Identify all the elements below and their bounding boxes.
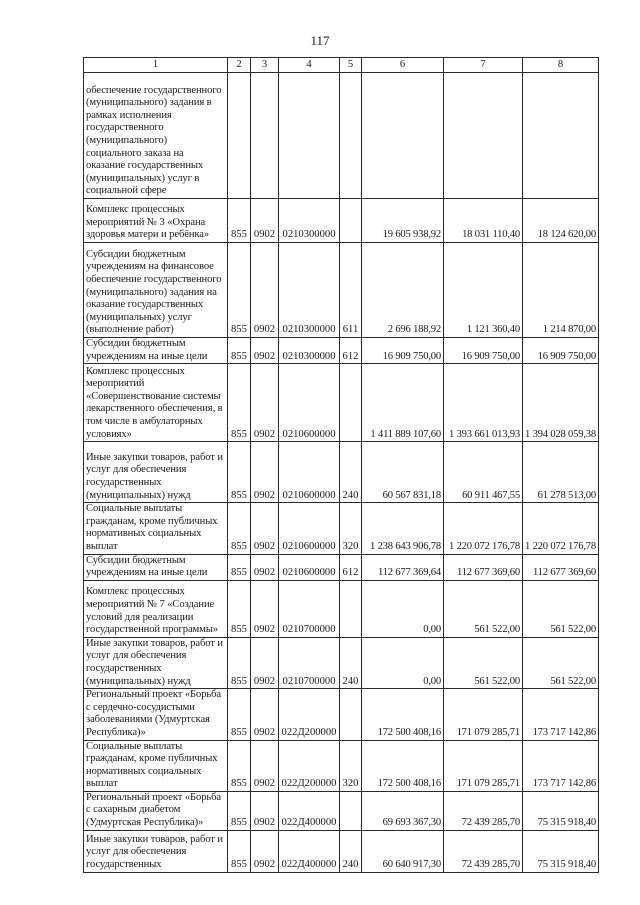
grbs-code: 855 [228, 338, 251, 364]
target-article-code: 0210300000 [279, 338, 340, 364]
expense-type-code [340, 73, 362, 199]
grbs-code: 855 [228, 442, 251, 503]
section-code: 0902 [251, 580, 279, 637]
row-description: Региональный проект «Борьба с сердечно-сосудистыми заболеваниями (Удмуртская Республика)» [84, 689, 228, 740]
amount-col7: 561 522,00 [444, 637, 523, 688]
amount-col8: 18 124 620,00 [523, 199, 599, 243]
target-article-code: 0210600000 [279, 503, 340, 554]
row-description: Субсидии бюджетным учреждениям на финансовое обеспечение государственного (муниципального) задания на оказание государственных (муниципальных) услуг (выполнение работ) [84, 243, 228, 338]
expense-type-code: 240 [340, 830, 362, 872]
grbs-code: 855 [228, 791, 251, 830]
grbs-code: 855 [228, 199, 251, 243]
table-header-row [84, 58, 599, 73]
amount-col8: 16 909 750,00 [523, 338, 599, 364]
column-header: 8 [523, 58, 599, 73]
row-description: Региональный проект «Борьба с сахарным диабетом (Удмуртская Республика)» [84, 791, 228, 830]
amount-col6: 60 640 917,30 [362, 830, 444, 872]
amount-col6: 19 605 938,92 [362, 199, 444, 243]
expense-type-code [340, 199, 362, 243]
budget-table [83, 57, 599, 873]
section-code: 0902 [251, 199, 279, 243]
column-header: 2 [228, 58, 251, 73]
table-row [84, 199, 599, 243]
amount-col7 [444, 73, 523, 199]
section-code: 0902 [251, 554, 279, 580]
amount-col6: 0,00 [362, 637, 444, 688]
amount-col6: 172 500 408,16 [362, 689, 444, 740]
row-description: Комплекс процессных мероприятий № 7 «Создание условий для реализации государственной программы» [84, 580, 228, 637]
row-description: обеспечение государственного (муниципального) задания в рамках исполнения государственного (муниципального) социального заказа на оказание государственных (муниципальных) услуг в социальной сфере [84, 73, 228, 199]
row-description: Комплекс процессных мероприятий № 3 «Охрана здоровья матери и ребёнка» [84, 199, 228, 243]
section-code: 0902 [251, 830, 279, 872]
target-article-code: 0210300000 [279, 199, 340, 243]
grbs-code: 855 [228, 740, 251, 791]
amount-col6: 16 909 750,00 [362, 338, 444, 364]
target-article-code: 022Д200000 [279, 689, 340, 740]
amount-col7: 18 031 110,40 [444, 199, 523, 243]
amount-col8: 1 394 028 059,38 [523, 364, 599, 442]
amount-col8: 561 522,00 [523, 580, 599, 637]
amount-col6: 69 693 367,30 [362, 791, 444, 830]
amount-col6 [362, 73, 444, 199]
table-row [84, 830, 599, 872]
expense-type-code [340, 791, 362, 830]
amount-col7: 1 393 661 013,93 [444, 364, 523, 442]
expense-type-code: 320 [340, 503, 362, 554]
expense-type-code: 612 [340, 554, 362, 580]
grbs-code [228, 73, 251, 199]
target-article-code: 0210600000 [279, 554, 340, 580]
amount-col7: 60 911 467,55 [444, 442, 523, 503]
expense-type-code: 612 [340, 338, 362, 364]
row-description: Иные закупки товаров, работ и услуг для обеспечения государственных [84, 830, 228, 872]
amount-col7: 72 439 285,70 [444, 791, 523, 830]
amount-col7: 16 909 750,00 [444, 338, 523, 364]
row-description: Субсидии бюджетным учреждениям на иные цели [84, 338, 228, 364]
grbs-code: 855 [228, 689, 251, 740]
grbs-code: 855 [228, 243, 251, 338]
amount-col8: 1 214 870,00 [523, 243, 599, 338]
column-header: 3 [251, 58, 279, 73]
amount-col7: 112 677 369,60 [444, 554, 523, 580]
amount-col7: 561 522,00 [444, 580, 523, 637]
amount-col8: 561 522,00 [523, 637, 599, 688]
target-article-code [279, 73, 340, 199]
table-row [84, 740, 599, 791]
section-code: 0902 [251, 338, 279, 364]
amount-col6: 60 567 831,18 [362, 442, 444, 503]
amount-col8 [523, 73, 599, 199]
table-row [84, 554, 599, 580]
amount-col8: 112 677 369,60 [523, 554, 599, 580]
amount-col6: 2 696 188,92 [362, 243, 444, 338]
row-description: Иные закупки товаров, работ и услуг для обеспечения государственных (муниципальных) нужд [84, 442, 228, 503]
row-description: Иные закупки товаров, работ и услуг для обеспечения государственных (муниципальных) нужд [84, 637, 228, 688]
target-article-code: 022Д200000 [279, 740, 340, 791]
amount-col6: 172 500 408,16 [362, 740, 444, 791]
target-article-code: 0210700000 [279, 580, 340, 637]
grbs-code: 855 [228, 580, 251, 637]
table-row [84, 580, 599, 637]
column-header: 4 [279, 58, 340, 73]
section-code: 0902 [251, 791, 279, 830]
amount-col7: 171 079 285,71 [444, 740, 523, 791]
section-code [251, 73, 279, 199]
column-header: 7 [444, 58, 523, 73]
table-row [84, 442, 599, 503]
target-article-code: 022Д400000 [279, 830, 340, 872]
amount-col8: 75 315 918,40 [523, 791, 599, 830]
target-article-code: 0210700000 [279, 637, 340, 688]
amount-col6: 0,00 [362, 580, 444, 637]
section-code: 0902 [251, 503, 279, 554]
row-description: Комплекс процессных мероприятий «Совершенствование системы лекарственного обеспечения, в том числе в амбулаторных условиях» [84, 364, 228, 442]
amount-col8: 1 220 072 176,78 [523, 503, 599, 554]
target-article-code: 022Д400000 [279, 791, 340, 830]
table-row [84, 73, 599, 199]
expense-type-code: 240 [340, 637, 362, 688]
section-code: 0902 [251, 364, 279, 442]
row-description: Субсидии бюджетным учреждениям на иные цели [84, 554, 228, 580]
amount-col8: 75 315 918,40 [523, 830, 599, 872]
column-header: 6 [362, 58, 444, 73]
target-article-code: 0210300000 [279, 243, 340, 338]
table-row [84, 791, 599, 830]
expense-type-code [340, 689, 362, 740]
expense-type-code: 320 [340, 740, 362, 791]
amount-col6: 1 411 889 107,60 [362, 364, 444, 442]
target-article-code: 0210600000 [279, 442, 340, 503]
grbs-code: 855 [228, 554, 251, 580]
page-number: 117 [310, 33, 330, 48]
amount-col7: 1 121 360,40 [444, 243, 523, 338]
table-body [84, 73, 599, 873]
amount-col8: 173 717 142,86 [523, 689, 599, 740]
column-header: 1 [84, 58, 228, 73]
section-code: 0902 [251, 740, 279, 791]
grbs-code: 855 [228, 503, 251, 554]
section-code: 0902 [251, 637, 279, 688]
amount-col7: 1 220 072 176,78 [444, 503, 523, 554]
grbs-code: 855 [228, 637, 251, 688]
section-code: 0902 [251, 442, 279, 503]
table-row [84, 364, 599, 442]
amount-col7: 72 439 285,70 [444, 830, 523, 872]
row-description: Социальные выплаты гражданам, кроме публичных нормативных социальных выплат [84, 503, 228, 554]
expense-type-code: 240 [340, 442, 362, 503]
table-row [84, 338, 599, 364]
expense-type-code [340, 364, 362, 442]
amount-col8: 173 717 142,86 [523, 740, 599, 791]
section-code: 0902 [251, 243, 279, 338]
table-row [84, 243, 599, 338]
table-row [84, 503, 599, 554]
amount-col7: 171 079 285,71 [444, 689, 523, 740]
amount-col8: 61 278 513,00 [523, 442, 599, 503]
expense-type-code [340, 580, 362, 637]
column-header: 5 [340, 58, 362, 73]
table-row [84, 689, 599, 740]
expense-type-code: 611 [340, 243, 362, 338]
amount-col6: 1 238 643 906,78 [362, 503, 444, 554]
amount-col6: 112 677 369,64 [362, 554, 444, 580]
table-row [84, 637, 599, 688]
section-code: 0902 [251, 689, 279, 740]
grbs-code: 855 [228, 364, 251, 442]
grbs-code: 855 [228, 830, 251, 872]
target-article-code: 0210600000 [279, 364, 340, 442]
row-description: Социальные выплаты гражданам, кроме публичных нормативных социальных выплат [84, 740, 228, 791]
